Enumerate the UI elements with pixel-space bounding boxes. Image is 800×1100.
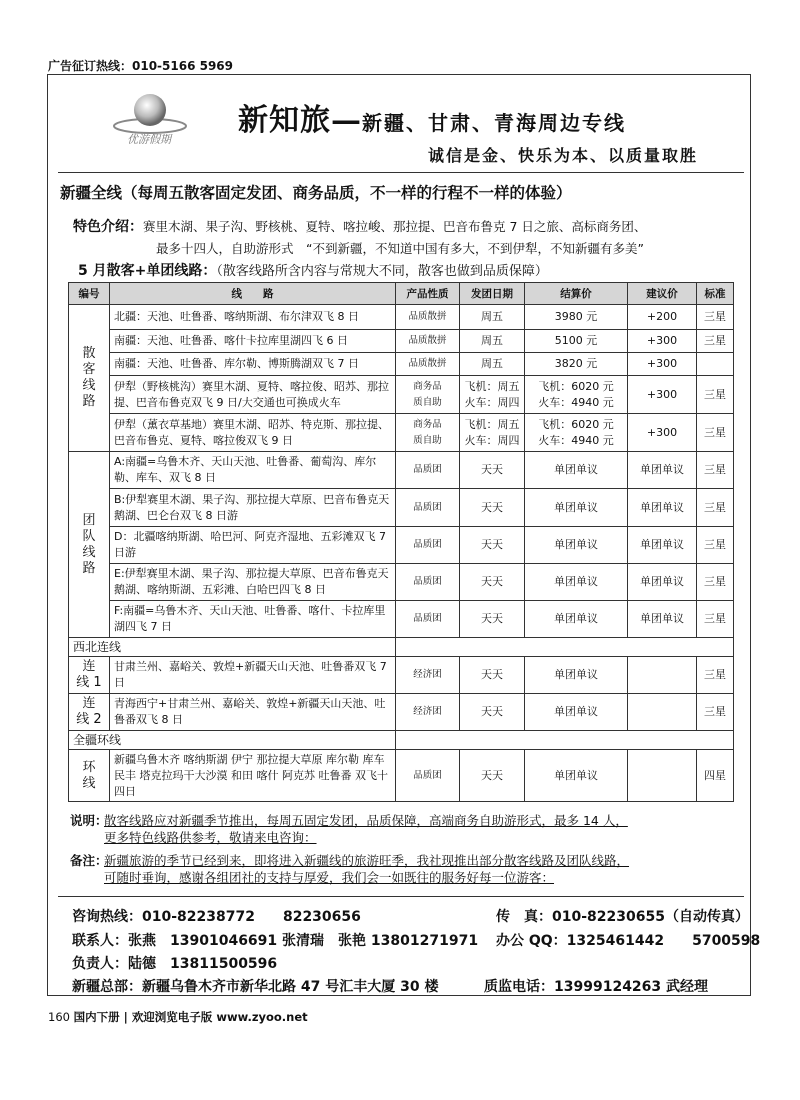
suggest-cell: 单团单议 (628, 527, 697, 564)
headquarters: 新疆总部：新疆乌鲁木齐市新华北路 47 号汇丰大厦 30 楼 (72, 979, 439, 995)
office-qq: 办公 QQ：1325461442 5700598 (496, 933, 761, 949)
route-cell: 甘肃兰州、嘉峪关、敦煌+新疆天山天池、吐鲁番双飞 7 日 (110, 657, 396, 694)
std-cell: 三星 (697, 564, 734, 601)
price-cell: 单团单议 (525, 489, 628, 527)
section-title (78, 260, 548, 280)
date-cell: 天天 (460, 527, 525, 564)
section-title-bold: 5 月散客+单团线路： (78, 263, 217, 279)
price-cell: 单团单议 (525, 657, 628, 694)
page-number: 160 (48, 1010, 70, 1024)
price-cell: 3820 元 (525, 353, 628, 376)
routes-table (68, 282, 734, 802)
type-cell: 品质散拼 (396, 305, 460, 330)
type-cell: 商务品 质自助 (396, 414, 460, 452)
suggest-cell (628, 694, 697, 731)
date-cell: 天天 (460, 750, 525, 802)
std-cell: 三星 (697, 376, 734, 414)
header-cell: 线 路 (110, 283, 396, 305)
banner-dash: — (331, 103, 362, 138)
date-cell: 天天 (460, 601, 525, 638)
route-cell: 南疆：天池、吐鲁番、库尔勒、博斯腾湖双飞 7 日 (110, 353, 396, 376)
note-remark: 备注： 新疆旅游的季节已经到来，即将进入新疆线的旅游旺季，我社现推出部分散客线路及团队线路， 可随时垂询，感谢各组团社的支持与厚爱，我们会一如既往的服务好每一位游客： (70, 853, 630, 885)
section-northwest: 西北连线 (69, 638, 396, 657)
hotline: 咨询热线：010-82238772 82230656 (72, 909, 361, 925)
footer (48, 1009, 308, 1025)
section-title-note: （散客线路所含内容与常规大不同，散客也做到品质保障） (216, 264, 548, 279)
table-row (69, 414, 734, 452)
logo-text: 优游假期 (127, 133, 171, 146)
route-cell: D：北疆喀纳斯湖、哈巴河、阿克齐湿地、五彩滩双飞 7 日游 (110, 527, 396, 564)
type-cell: 品质团 (396, 527, 460, 564)
price-cell: 5100 元 (525, 330, 628, 353)
table-row (69, 305, 734, 330)
date-cell: 飞机：周五 火车：周四 (460, 376, 525, 414)
type-cell: 品质团 (396, 601, 460, 638)
footer-tagline: 欢迎浏览电子版 www.zyoo.net (131, 1010, 308, 1024)
std-cell: 四星 (697, 750, 734, 802)
route-cell: E:伊犁赛里木湖、果子沟、那拉提大草原、巴音布鲁克天鹅湖、喀纳斯湖、五彩滩、白哈巴四飞 8 日 (110, 564, 396, 601)
table-row (69, 601, 734, 638)
table-header-row (69, 283, 734, 305)
price-cell: 单团单议 (525, 694, 628, 731)
route-cell: 北疆：天池、吐鲁番、喀纳斯湖、布尔津双飞 8 日 (110, 305, 396, 330)
std-cell (697, 353, 734, 376)
note-explanation: 说明： 散客线路应对新疆季节推出，每周五固定发团，品质保障，高端商务自助游形式，最多 14 人， 更多特色线路供参考，敬请来电咨询： (70, 813, 628, 845)
header-cell: 建议价 (628, 283, 697, 305)
type-cell: 品质团 (396, 489, 460, 527)
supervision-phone: 质监电话：13999124263 武经理 (484, 979, 709, 995)
feature-label: 特色介绍： (73, 219, 143, 235)
group-sanke: 散 客 线 路 (69, 305, 110, 452)
header-cell: 编号 (69, 283, 110, 305)
type-cell: 经济团 (396, 694, 460, 731)
header-cell: 产品性质 (396, 283, 460, 305)
suggest-cell: +200 (628, 305, 697, 330)
suggest-cell: 单团单议 (628, 452, 697, 489)
logo-icon (108, 90, 190, 148)
type-cell: 经济团 (396, 657, 460, 694)
table-row (69, 694, 734, 731)
table-section-row (69, 638, 734, 657)
group-lian2: 连 线 2 (69, 694, 110, 731)
std-cell: 三星 (697, 452, 734, 489)
price-cell: 3980 元 (525, 305, 628, 330)
date-cell: 天天 (460, 564, 525, 601)
header-cell: 发团日期 (460, 283, 525, 305)
std-cell: 三星 (697, 305, 734, 330)
feature-intro (73, 216, 646, 259)
std-cell: 三星 (697, 601, 734, 638)
notes (70, 812, 629, 886)
price-cell: 飞机：6020 元 火车：4940 元 (525, 414, 628, 452)
price-cell: 单团单议 (525, 601, 628, 638)
suggest-cell: 单团单议 (628, 564, 697, 601)
feature-line-1: 赛里木湖、果子沟、野核桃、夏特、喀拉峻、那拉提、巴音布鲁克 7 日之旅、高标商务团、 (143, 219, 647, 234)
date-cell: 周五 (460, 330, 525, 353)
suggest-cell: +300 (628, 376, 697, 414)
route-cell: F:南疆=乌鲁木齐、天山天池、吐鲁番、喀什、卡拉库里湖四飞 7 日 (110, 601, 396, 638)
std-cell: 三星 (697, 694, 734, 731)
table-section-row (69, 731, 734, 750)
type-cell: 品质团 (396, 452, 460, 489)
route-cell: 伊犁（薰衣草基地）赛里木湖、昭苏、特克斯、那拉提、巴音布鲁克、夏特、喀拉俊双飞 9 日 (110, 414, 396, 452)
divider (58, 896, 744, 897)
suggest-cell (628, 657, 697, 694)
ad-hotline: 广告征订热线：010-5166 5969 (48, 59, 234, 73)
footer-section: 国内下册 (73, 1010, 120, 1024)
std-cell: 三星 (697, 527, 734, 564)
price-cell: 飞机：6020 元 火车：4940 元 (525, 376, 628, 414)
std-cell: 三星 (697, 657, 734, 694)
type-cell: 品质散拼 (396, 353, 460, 376)
group-huan: 环 线 (69, 750, 110, 802)
price-cell: 单团单议 (525, 564, 628, 601)
type-cell: 品质团 (396, 564, 460, 601)
type-cell: 商务品 质自助 (396, 376, 460, 414)
divider (58, 172, 744, 173)
price-cell: 单团单议 (525, 750, 628, 802)
route-cell: 南疆：天池、吐鲁番、喀什卡拉库里湖四飞 6 日 (110, 330, 396, 353)
table-row (69, 330, 734, 353)
date-cell: 周五 (460, 353, 525, 376)
std-cell: 三星 (697, 330, 734, 353)
date-cell: 天天 (460, 657, 525, 694)
table-row (69, 564, 734, 601)
group-tuandui: 团 队 线 路 (69, 452, 110, 638)
std-cell: 三星 (697, 414, 734, 452)
table-row (69, 452, 734, 489)
route-cell: 青海西宁+甘肃兰州、嘉峪关、敦煌+新疆天山天池、吐鲁番双飞 8 日 (110, 694, 396, 731)
banner-subtitle: 新疆、甘肃、青海周边专线 (362, 111, 626, 135)
suggest-cell: +300 (628, 353, 697, 376)
fax: 传 真：010-82230655（自动传真） (496, 909, 749, 925)
suggest-cell: +300 (628, 414, 697, 452)
table-row (69, 527, 734, 564)
header-cell: 标准 (697, 283, 734, 305)
route-cell: 伊犁（野核桃沟）赛里木湖、夏特、喀拉俊、昭苏、那拉提、巴音布鲁克双飞 9 日/大交通也可换成火车 (110, 376, 396, 414)
slogan: 诚信是金、快乐为本、以质量取胜 (428, 146, 699, 165)
table-row (69, 353, 734, 376)
route-cell: A:南疆=乌鲁木齐、天山天池、吐鲁番、葡萄沟、库尔勒、库车、双飞 8 日 (110, 452, 396, 489)
headline: 新疆全线（每周五散客固定发团、商务品质，不一样的行程不一样的体验） (60, 184, 572, 202)
date-cell: 天天 (460, 452, 525, 489)
type-cell: 品质散拼 (396, 330, 460, 353)
suggest-cell: 单团单议 (628, 489, 697, 527)
section-loop: 全疆环线 (69, 731, 396, 750)
manager: 负责人：陆德 13811500596 (72, 956, 278, 972)
feature-line-2: 最多十四人，自助游形式 “不到新疆，不知道中国有多大，不到伊犁，不知新疆有多美” (156, 241, 644, 256)
suggest-cell: 单团单议 (628, 601, 697, 638)
type-cell: 品质团 (396, 750, 460, 802)
suggest-cell: +300 (628, 330, 697, 353)
brand-name: 新知旅 (238, 103, 331, 138)
price-cell: 单团单议 (525, 527, 628, 564)
group-lian1: 连 线 1 (69, 657, 110, 694)
date-cell: 天天 (460, 489, 525, 527)
contact-person: 联系人：张燕 13901046691 张清瑞 张艳 13801271971 (72, 933, 479, 949)
table-row (69, 750, 734, 802)
table-row (69, 657, 734, 694)
banner-title (238, 95, 626, 139)
price-cell: 单团单议 (525, 452, 628, 489)
date-cell: 天天 (460, 694, 525, 731)
route-cell: 新疆乌鲁木齐 喀纳斯湖 伊宁 那拉提大草原 库尔勒 库车 民丰 塔克拉玛干大沙漠 和田 喀什 阿克苏 吐鲁番 双飞十四日 (110, 750, 396, 802)
footer-separator: | (123, 1010, 128, 1024)
table-row (69, 489, 734, 527)
date-cell: 周五 (460, 305, 525, 330)
date-cell: 飞机：周五 火车：周四 (460, 414, 525, 452)
suggest-cell (628, 750, 697, 802)
table-row (69, 376, 734, 414)
route-cell: B:伊犁赛里木湖、果子沟、那拉提大草原、巴音布鲁克天鹅湖、巴仑台双飞 8 日游 (110, 489, 396, 527)
std-cell: 三星 (697, 489, 734, 527)
header-cell: 结算价 (525, 283, 628, 305)
